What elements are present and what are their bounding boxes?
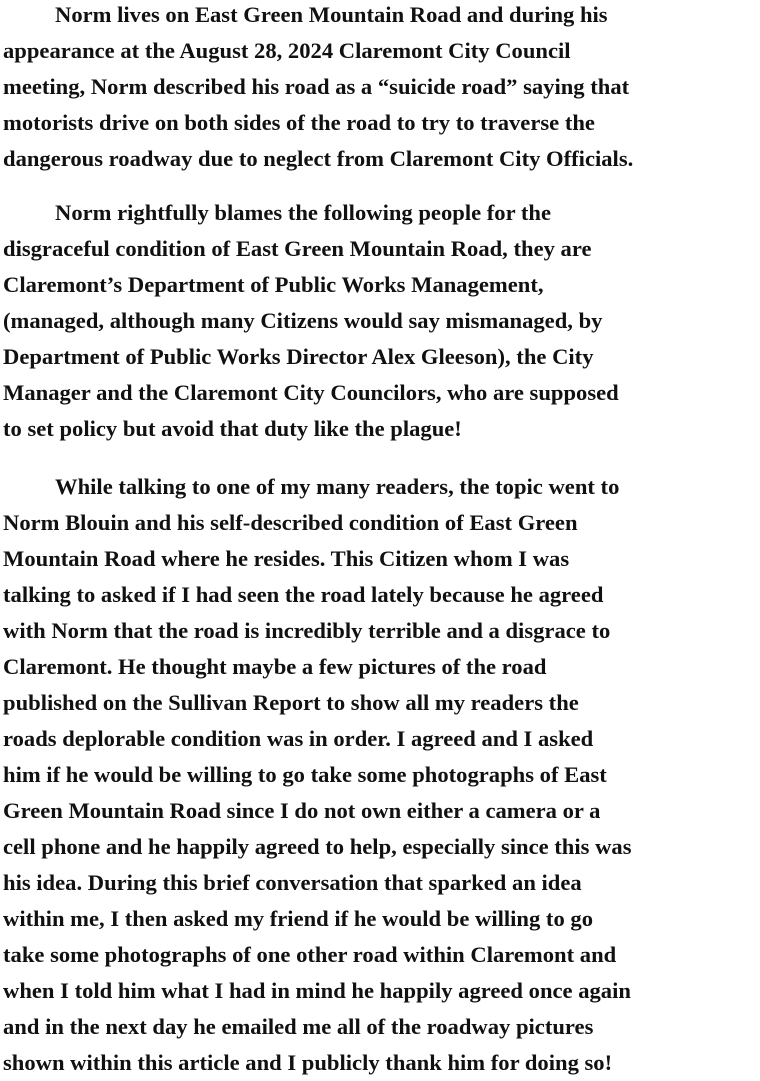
paragraph-1 [3, 0, 633, 177]
text-line: roads deplorable condition was in order. I agreed and I asked [3, 726, 594, 751]
text-line: While talking to one of my many readers, the topic went to [55, 474, 620, 499]
text-line: Norm Blouin and his self-described condition of East Green [3, 510, 578, 535]
text-line: within me, I then asked my friend if he would be willing to go [3, 906, 593, 931]
text-line: take some photographs of one other road within Claremont and [3, 942, 617, 967]
text-line: published on the Sullivan Report to show all my readers the [3, 690, 579, 715]
text-line: Claremont’s Department of Public Works Management, [3, 272, 544, 297]
text-line: his idea. During this brief conversation that sparked an idea [3, 870, 582, 895]
text-line: Department of Public Works Director Alex Gleeson), the City [3, 344, 594, 369]
text-line: (managed, although many Citizens would say mismanaged, by [3, 308, 603, 333]
text-line: shown within this article and I publicly thank him for doing so! [3, 1050, 613, 1075]
text-line: motorists drive on both sides of the road to try to traverse the [3, 110, 595, 135]
text-line: and in the next day he emailed me all of the roadway pictures [3, 1014, 594, 1039]
text-line: Claremont. He thought maybe a few pictures of the road [3, 654, 547, 679]
text-line: dangerous roadway due to neglect from Claremont City Officials. [3, 146, 634, 171]
text-line: appearance at the August 28, 2024 Claremont City Council [3, 38, 571, 63]
text-line: Green Mountain Road since I do not own either a camera or a [3, 798, 601, 823]
text-line: Norm lives on East Green Mountain Road and during his [55, 2, 608, 27]
text-line: with Norm that the road is incredibly terrible and a disgrace to [3, 618, 611, 643]
text-line: Norm rightfully blames the following people for the [55, 200, 551, 225]
text-line: when I told him what I had in mind he happily agreed once again [3, 978, 631, 1003]
text-line: meeting, Norm described his road as a “suicide road” saying that [3, 74, 630, 99]
text-line: to set policy but avoid that duty like the plague! [3, 416, 462, 441]
text-line: Mountain Road where he resides. This Citizen whom I was [3, 546, 570, 571]
paragraph-2 [3, 195, 619, 447]
text-line: Manager and the Claremont City Councilors, who are supposed [3, 380, 619, 405]
text-line: him if he would be willing to go take some photographs of East [3, 762, 607, 787]
text-line: disgraceful condition of East Green Mountain Road, they are [3, 236, 592, 261]
text-line: cell phone and he happily agreed to help, especially since this was [3, 834, 632, 859]
text-line: talking to asked if I had seen the road lately because he agreed [3, 582, 604, 607]
paragraph-3 [3, 469, 632, 1081]
